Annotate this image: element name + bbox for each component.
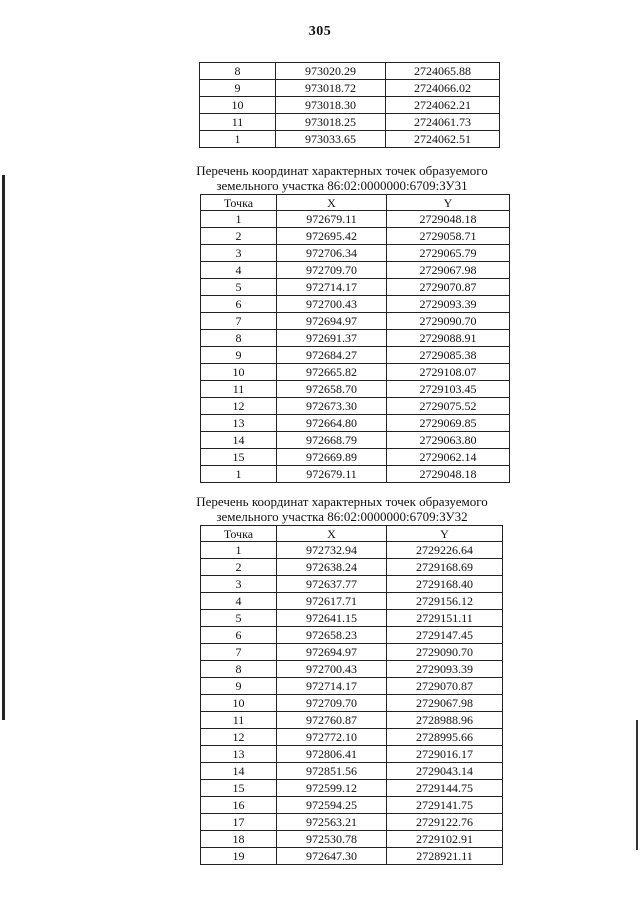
table-row (201, 347, 510, 364)
point-number-cell: 2 (201, 559, 277, 576)
y-coordinate-cell: 2729062.14 (387, 449, 510, 466)
y-coordinate-cell: 2724062.51 (386, 131, 500, 148)
table-row (201, 296, 510, 313)
point-number-cell: 4 (201, 593, 277, 610)
x-coordinate-cell: 972594.25 (277, 797, 387, 814)
table-row (200, 80, 500, 97)
x-coordinate-cell: 972658.70 (277, 381, 387, 398)
x-coordinate-cell: 972563.21 (277, 814, 387, 831)
y-coordinate-cell: 2729103.45 (387, 381, 510, 398)
point-number-cell: 13 (201, 746, 277, 763)
point-number-cell: 15 (201, 449, 277, 466)
x-coordinate-cell: 972679.11 (277, 211, 387, 228)
y-coordinate-cell: 2724066.02 (386, 80, 500, 97)
y-coordinate-cell: 2729043.14 (387, 763, 503, 780)
table-row (200, 97, 500, 114)
y-coordinate-cell: 2729063.80 (387, 432, 510, 449)
x-coordinate-cell: 972760.87 (277, 712, 387, 729)
point-number-cell: 18 (201, 831, 277, 848)
x-coordinate-cell: 972714.17 (277, 279, 387, 296)
table-row (200, 63, 500, 80)
x-coordinate-cell: 972684.27 (277, 347, 387, 364)
point-number-cell: 1 (201, 211, 277, 228)
x-coordinate-cell: 972806.41 (277, 746, 387, 763)
table-body (201, 542, 503, 865)
table-caption-zu32 (182, 494, 502, 524)
y-coordinate-cell: 2729090.70 (387, 313, 510, 330)
table-header-row (201, 526, 503, 542)
x-coordinate-cell: 972599.12 (277, 780, 387, 797)
table-row (201, 245, 510, 262)
table-row (201, 746, 503, 763)
x-coordinate-cell: 972709.70 (277, 695, 387, 712)
y-coordinate-cell: 2729226.64 (387, 542, 503, 559)
x-coordinate-cell: 972641.15 (277, 610, 387, 627)
table-row (201, 729, 503, 746)
x-coordinate-cell: 972772.10 (277, 729, 387, 746)
table-row (201, 432, 510, 449)
x-coordinate-cell: 972694.97 (277, 644, 387, 661)
point-number-cell: 12 (201, 729, 277, 746)
y-coordinate-cell: 2729093.39 (387, 296, 510, 313)
table-header-row (201, 195, 510, 211)
table-row (201, 279, 510, 296)
point-number-cell: 7 (201, 644, 277, 661)
x-coordinate-cell: 972679.11 (277, 466, 387, 483)
coordinates-table-continued (199, 62, 500, 148)
table-row (201, 627, 503, 644)
point-number-cell: 10 (201, 695, 277, 712)
y-coordinate-cell: 2729067.98 (387, 262, 510, 279)
table-body (201, 211, 510, 483)
y-coordinate-cell: 2729048.18 (387, 211, 510, 228)
table-row (201, 814, 503, 831)
table-row (201, 831, 503, 848)
table-row (201, 559, 503, 576)
table-row (200, 114, 500, 131)
point-number-cell: 14 (201, 763, 277, 780)
point-number-cell: 15 (201, 780, 277, 797)
x-coordinate-cell: 973033.65 (276, 131, 386, 148)
point-number-cell: 6 (201, 627, 277, 644)
y-coordinate-cell: 2724065.88 (386, 63, 500, 80)
x-coordinate-cell: 972658.23 (277, 627, 387, 644)
point-number-cell: 3 (201, 576, 277, 593)
table-row (201, 797, 503, 814)
y-coordinate-cell: 2729085.38 (387, 347, 510, 364)
y-coordinate-cell: 2729122.76 (387, 814, 503, 831)
y-coordinate-cell: 2729069.85 (387, 415, 510, 432)
y-coordinate-cell: 2729088.91 (387, 330, 510, 347)
point-number-cell: 9 (201, 347, 277, 364)
x-coordinate-cell: 972638.24 (277, 559, 387, 576)
point-number-cell: 9 (200, 80, 276, 97)
point-number-cell: 1 (201, 466, 277, 483)
caption-line: земельного участка 86:02:0000000:6709:ЗУ31 (216, 178, 468, 193)
y-coordinate-cell: 2728921.11 (387, 848, 503, 865)
x-coordinate-cell: 972691.37 (277, 330, 387, 347)
table-row (201, 262, 510, 279)
point-number-cell: 14 (201, 432, 277, 449)
point-number-cell: 6 (201, 296, 277, 313)
y-coordinate-cell: 2729147.45 (387, 627, 503, 644)
x-coordinate-cell: 972732.94 (277, 542, 387, 559)
table-row (201, 763, 503, 780)
y-coordinate-cell: 2729144.75 (387, 780, 503, 797)
x-coordinate-cell: 972700.43 (277, 296, 387, 313)
x-coordinate-cell: 973018.30 (276, 97, 386, 114)
point-number-cell: 2 (201, 228, 277, 245)
table-row (201, 313, 510, 330)
page-number: 305 (308, 24, 332, 39)
x-coordinate-cell: 972617.71 (277, 593, 387, 610)
table-row (200, 131, 500, 148)
column-header-point: Точка (201, 526, 277, 542)
point-number-cell: 1 (200, 131, 276, 148)
point-number-cell: 4 (201, 262, 277, 279)
point-number-cell: 10 (201, 364, 277, 381)
x-coordinate-cell: 972695.42 (277, 228, 387, 245)
y-coordinate-cell: 2729067.98 (387, 695, 503, 712)
table-row (201, 381, 510, 398)
y-coordinate-cell: 2729102.91 (387, 831, 503, 848)
x-coordinate-cell: 972851.56 (277, 763, 387, 780)
point-number-cell: 9 (201, 678, 277, 695)
x-coordinate-cell: 973018.25 (276, 114, 386, 131)
x-coordinate-cell: 972647.30 (277, 848, 387, 865)
table-row (201, 466, 510, 483)
table-body (200, 63, 500, 148)
y-coordinate-cell: 2729070.87 (387, 279, 510, 296)
table-row (201, 449, 510, 466)
y-coordinate-cell: 2729075.52 (387, 398, 510, 415)
y-coordinate-cell: 2729168.69 (387, 559, 503, 576)
x-coordinate-cell: 973020.29 (276, 63, 386, 80)
y-coordinate-cell: 2729058.71 (387, 228, 510, 245)
table-row (201, 415, 510, 432)
x-coordinate-cell: 972673.30 (277, 398, 387, 415)
column-header-point: Точка (201, 195, 277, 211)
table-row (201, 228, 510, 245)
table-row (201, 593, 503, 610)
table-row (201, 542, 503, 559)
point-number-cell: 13 (201, 415, 277, 432)
x-coordinate-cell: 973018.72 (276, 80, 386, 97)
point-number-cell: 3 (201, 245, 277, 262)
y-coordinate-cell: 2729168.40 (387, 576, 503, 593)
y-coordinate-cell: 2729048.18 (387, 466, 510, 483)
x-coordinate-cell: 972664.80 (277, 415, 387, 432)
point-number-cell: 19 (201, 848, 277, 865)
table-row (201, 678, 503, 695)
column-header-x: X (277, 526, 387, 542)
y-coordinate-cell: 2729156.12 (387, 593, 503, 610)
y-coordinate-cell: 2729070.87 (387, 678, 503, 695)
y-coordinate-cell: 2728995.66 (387, 729, 503, 746)
y-coordinate-cell: 2729151.11 (387, 610, 503, 627)
x-coordinate-cell: 972700.43 (277, 661, 387, 678)
x-coordinate-cell: 972669.89 (277, 449, 387, 466)
column-header-y: Y (387, 526, 503, 542)
point-number-cell: 8 (201, 330, 277, 347)
point-number-cell: 10 (200, 97, 276, 114)
table-row (201, 695, 503, 712)
x-coordinate-cell: 972706.34 (277, 245, 387, 262)
table-row (201, 848, 503, 865)
y-coordinate-cell: 2729016.17 (387, 746, 503, 763)
table-row (201, 576, 503, 593)
table-row (201, 780, 503, 797)
y-coordinate-cell: 2729108.07 (387, 364, 510, 381)
scan-margin-line (2, 175, 5, 720)
caption-line: земельного участка 86:02:0000000:6709:ЗУ32 (216, 509, 468, 524)
y-coordinate-cell: 2729090.70 (387, 644, 503, 661)
table-row (201, 661, 503, 678)
table-row (201, 364, 510, 381)
coordinates-table-zu32 (200, 525, 503, 865)
x-coordinate-cell: 972668.79 (277, 432, 387, 449)
point-number-cell: 17 (201, 814, 277, 831)
table-row (201, 211, 510, 228)
y-coordinate-cell: 2728988.96 (387, 712, 503, 729)
x-coordinate-cell: 972694.97 (277, 313, 387, 330)
y-coordinate-cell: 2729065.79 (387, 245, 510, 262)
y-coordinate-cell: 2724062.21 (386, 97, 500, 114)
point-number-cell: 5 (201, 610, 277, 627)
table-row (201, 330, 510, 347)
x-coordinate-cell: 972530.78 (277, 831, 387, 848)
point-number-cell: 16 (201, 797, 277, 814)
caption-line: Перечень координат характерных точек образуемого (196, 163, 488, 178)
point-number-cell: 8 (201, 661, 277, 678)
coordinates-table-zu31 (200, 194, 510, 483)
y-coordinate-cell: 2724061.73 (386, 114, 500, 131)
table-row (201, 398, 510, 415)
caption-line: Перечень координат характерных точек образуемого (196, 494, 488, 509)
x-coordinate-cell: 972714.17 (277, 678, 387, 695)
table-row (201, 712, 503, 729)
point-number-cell: 11 (201, 381, 277, 398)
scan-margin-line-right (636, 720, 638, 850)
column-header-x: X (277, 195, 387, 211)
table-caption-zu31 (182, 163, 502, 193)
point-number-cell: 5 (201, 279, 277, 296)
table-row (201, 644, 503, 661)
point-number-cell: 11 (201, 712, 277, 729)
point-number-cell: 7 (201, 313, 277, 330)
point-number-cell: 12 (201, 398, 277, 415)
x-coordinate-cell: 972665.82 (277, 364, 387, 381)
x-coordinate-cell: 972709.70 (277, 262, 387, 279)
y-coordinate-cell: 2729141.75 (387, 797, 503, 814)
point-number-cell: 11 (200, 114, 276, 131)
point-number-cell: 1 (201, 542, 277, 559)
column-header-y: Y (387, 195, 510, 211)
x-coordinate-cell: 972637.77 (277, 576, 387, 593)
y-coordinate-cell: 2729093.39 (387, 661, 503, 678)
table-row (201, 610, 503, 627)
point-number-cell: 8 (200, 63, 276, 80)
